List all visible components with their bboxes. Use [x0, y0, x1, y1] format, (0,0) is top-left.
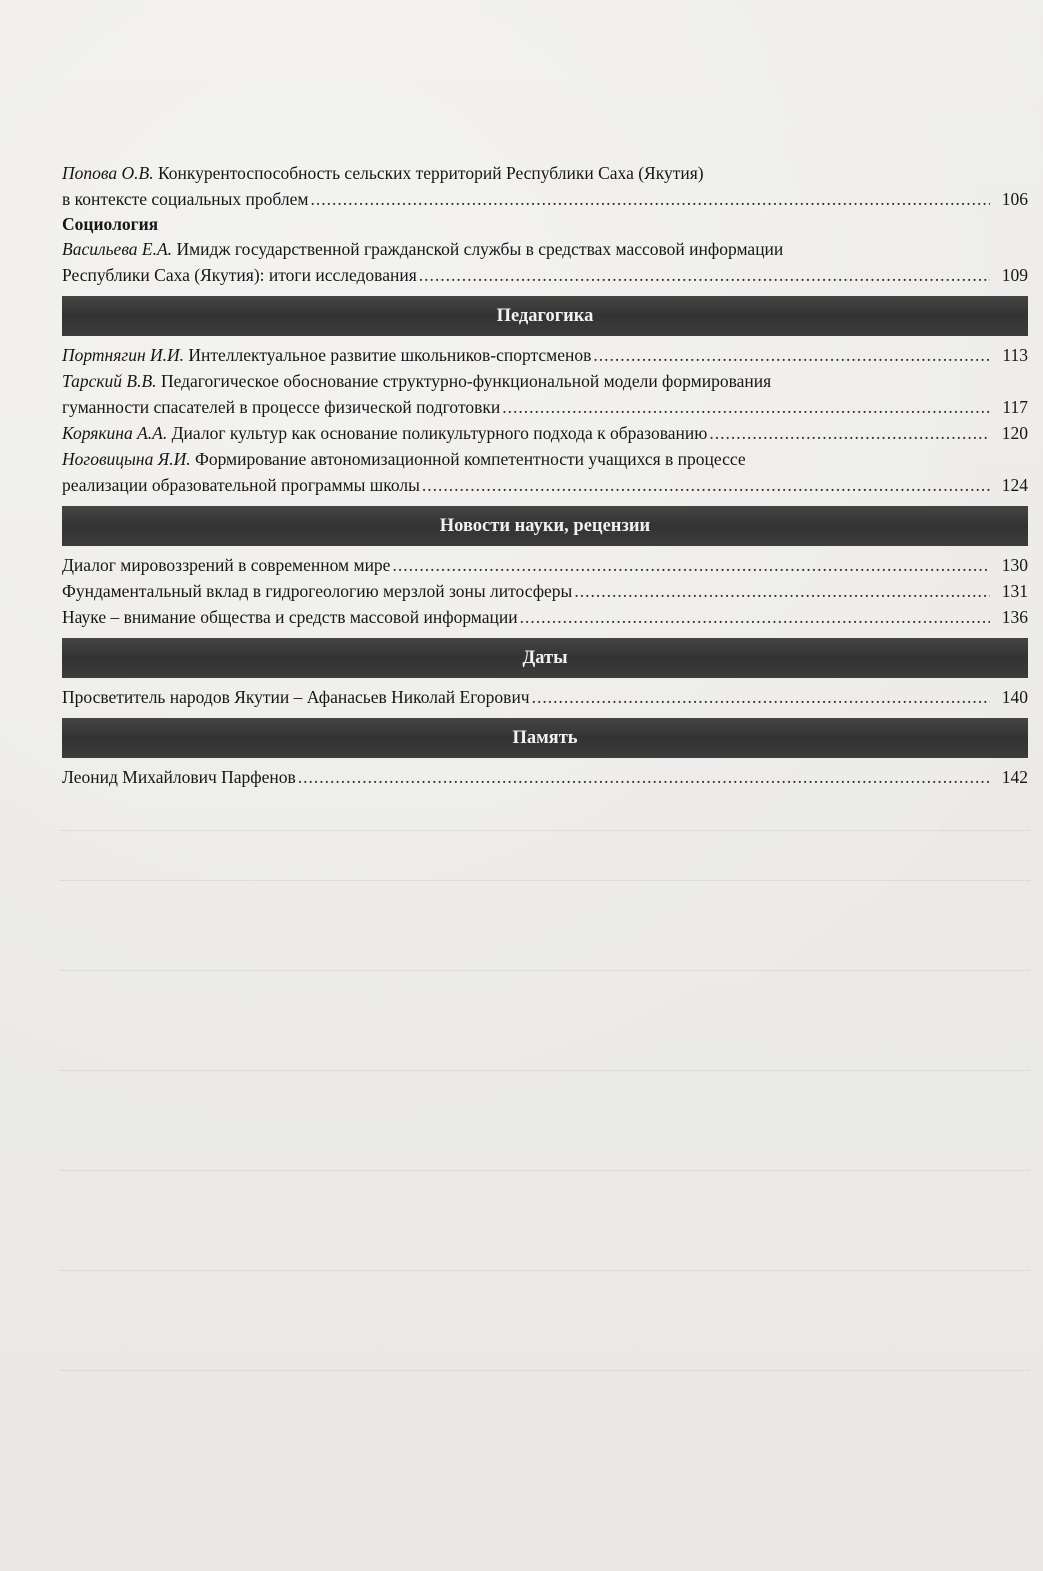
show-through-line [60, 1070, 1030, 1071]
section-header-dates: Даты [62, 638, 1028, 678]
show-through-line [60, 1170, 1030, 1171]
entry-title: Интеллектуальное развитие школьников-спортсменов [188, 345, 592, 365]
entry-page-number: 124 [1001, 475, 1028, 495]
entry-page-number: 131 [1001, 581, 1028, 601]
entry-page-number: 142 [1001, 767, 1028, 787]
toc-entry [62, 684, 1028, 710]
entry-author: Попова О.В. [62, 163, 154, 183]
section-header-pedagogika: Педагогика [62, 296, 1028, 336]
toc-entry [62, 764, 1028, 790]
toc-entry [62, 368, 1028, 420]
entry-title: Педагогическое обоснование структурно-функциональной модели формирования [160, 371, 772, 391]
leader-dots [392, 552, 990, 578]
leader-dots [310, 186, 990, 212]
toc-entry [62, 342, 1028, 368]
entry-author: Васильева Е.А. [62, 239, 173, 259]
toc-entry [62, 236, 1028, 288]
entry-page-number: 117 [1002, 397, 1028, 417]
entry-page-number: 113 [1002, 345, 1028, 365]
leader-dots [298, 764, 990, 790]
leader-dots [419, 262, 990, 288]
entry-page-number: 136 [1001, 607, 1028, 627]
section-header-memory: Память [62, 718, 1028, 758]
toc-entry [62, 578, 1028, 604]
entry-page-number: 120 [1001, 423, 1028, 443]
table-of-contents [62, 160, 1028, 790]
toc-entry [62, 420, 1028, 446]
entry-title: Конкурентоспособность сельских территорий Республики Саха (Якутия) [157, 163, 704, 183]
toc-entry [62, 160, 1028, 212]
section-header-news: Новости науки, рецензии [62, 506, 1028, 546]
entry-title-continued: Республики Саха (Якутия): итоги исследования [62, 265, 417, 285]
entry-author: Ноговицына Я.И. [62, 449, 191, 469]
show-through-line [60, 1370, 1030, 1371]
leader-dots [574, 578, 990, 604]
entry-page-number: 140 [1001, 687, 1028, 707]
toc-entry [62, 446, 1028, 498]
entry-title: Леонид Михайлович Парфенов [62, 767, 296, 787]
entry-page-number: 130 [1001, 555, 1028, 575]
leader-dots [422, 472, 990, 498]
leader-dots [520, 604, 990, 630]
leader-dots [502, 394, 990, 420]
show-through-line [60, 1270, 1030, 1271]
entry-author: Портнягин И.И. [62, 345, 185, 365]
entry-title-continued: в контексте социальных проблем [62, 189, 309, 209]
entry-title: Науке – внимание общества и средств массовой информации [62, 607, 518, 627]
entry-title: Просветитель народов Якутии – Афанасьев Николай Егорович [62, 687, 530, 707]
show-through-line [60, 970, 1030, 971]
entry-title: Диалог культур как основание поликультурного подхода к образованию [171, 423, 708, 443]
toc-entry [62, 552, 1028, 578]
entry-title-continued: гуманности спасателей в процессе физической подготовки [62, 397, 501, 417]
entry-title-continued: реализации образовательной программы школы [62, 475, 420, 495]
entry-author: Корякина А.А. [62, 423, 168, 443]
show-through-line [60, 830, 1030, 831]
entry-page-number: 106 [1001, 189, 1028, 209]
entry-title: Формирование автономизационной компетентности учащихся в процессе [195, 449, 746, 469]
entry-title: Фундаментальный вклад в гидрогеологию мерзлой зоны литосферы [62, 581, 573, 601]
leader-dots [709, 420, 990, 446]
leader-dots [532, 684, 990, 710]
entry-page-number: 109 [1001, 265, 1028, 285]
entry-title: Имидж государственной гражданской службы в средствах массовой информации [176, 239, 784, 259]
entry-author: Тарский В.В. [62, 371, 157, 391]
show-through-line [60, 880, 1030, 881]
subsection-heading-sociology: Социология [62, 214, 159, 234]
toc-entry [62, 604, 1028, 630]
leader-dots [593, 342, 990, 368]
entry-title: Диалог мировоззрений в современном мире [62, 555, 391, 575]
